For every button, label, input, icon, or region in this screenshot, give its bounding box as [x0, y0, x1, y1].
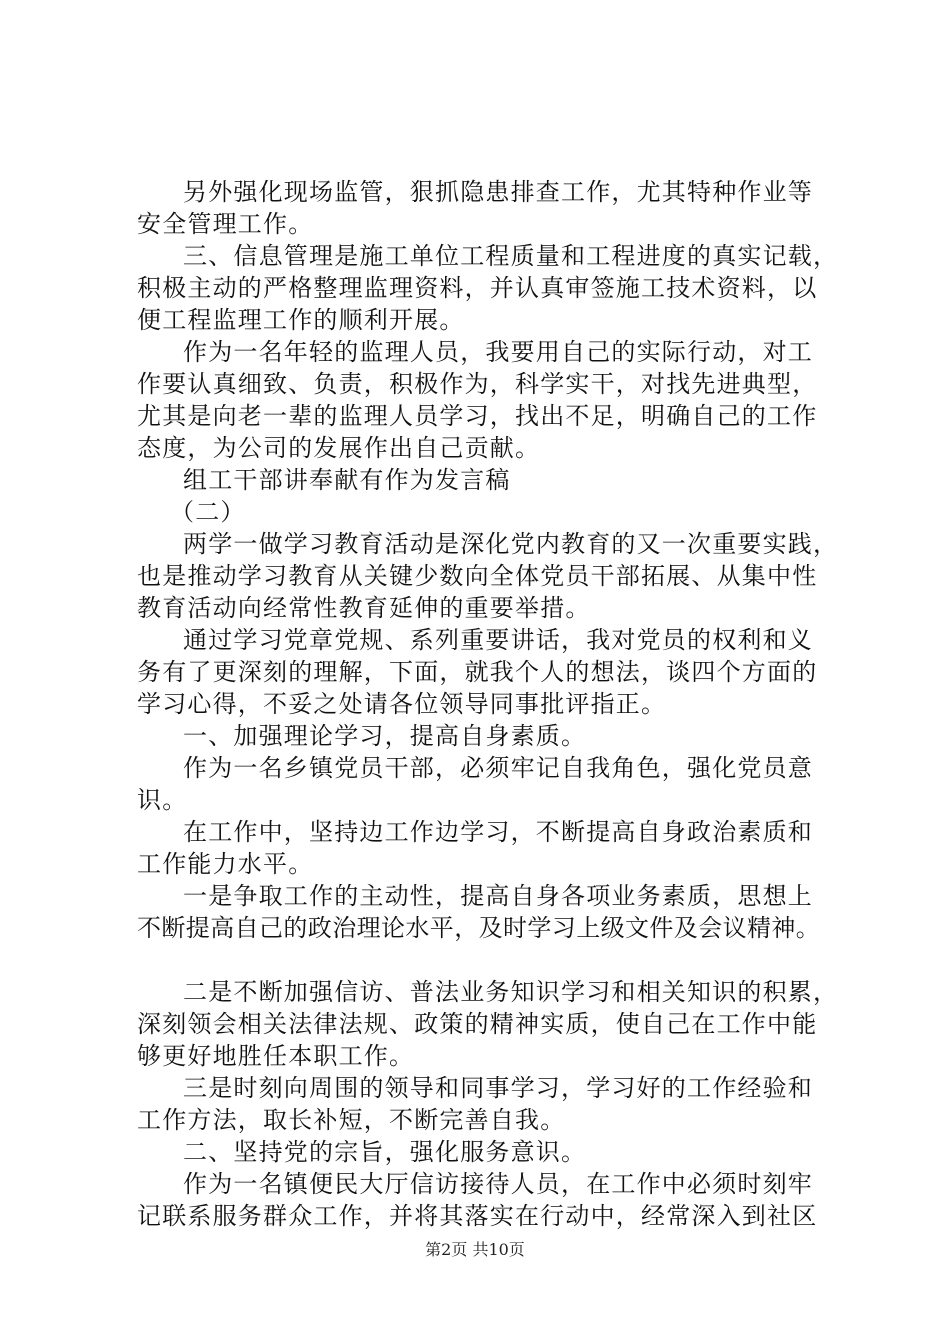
section-number: （二） [170, 498, 246, 526]
body-text-line: 作为一名年轻的监理人员，我要用自己的实际行动，对工 [183, 338, 813, 366]
body-text-line: 通过学习党章党规、系列重要讲话，我对党员的权利和义 [183, 626, 813, 654]
subheading-line: 一、加强理论学习，提高自身素质。 [183, 722, 587, 750]
body-text-line: 安全管理工作。 [137, 210, 314, 238]
page-footer: 第2页 共10页 [425, 1240, 525, 1259]
body-text-line: 二是不断加强信访、普法业务知识学习和相关知识的积累， [183, 978, 839, 1006]
body-text-line: 学习心得，不妥之处请各位领导同事批评指正。 [137, 690, 667, 718]
body-text-line: 作为一名乡镇党员干部，必须牢记自我角色，强化党员意 [183, 754, 813, 782]
body-text-line: 也是推动学习教育从关键少数向全体党员干部拓展、从集中性 [137, 562, 818, 590]
body-text-line: 深刻领会相关法律法规、政策的精神实质，使自己在工作中能 [137, 1010, 818, 1038]
body-text-line: 三是时刻向周围的领导和同事学习，学习好的工作经验和 [183, 1074, 813, 1102]
body-text-line: 作为一名镇便民大厅信访接待人员，在工作中必须时刻牢 [183, 1170, 813, 1198]
body-text-line: 三、信息管理是施工单位工程质量和工程进度的真实记载， [183, 242, 839, 270]
section-heading: 组工干部讲奉献有作为发言稿 [183, 466, 511, 494]
body-text-line: 不断提高自己的政治理论水平，及时学习上级文件及会议精神。 [137, 914, 821, 942]
body-text-line: 工作方法，取长补短，不断完善自我。 [137, 1106, 566, 1134]
body-text-line: 另外强化现场监管，狠抓隐患排查工作，尤其特种作业等 [183, 178, 813, 206]
body-text-line: 教育活动向经常性教育延伸的重要举措。 [137, 594, 591, 622]
body-text-line: 工作能力水平。 [137, 850, 314, 878]
subheading-line: 二、坚持党的宗旨，强化服务意识。 [183, 1138, 587, 1166]
body-text-line: 两学一做学习教育活动是深化党内教育的又一次重要实践， [183, 530, 839, 558]
body-text-line: 积极主动的严格整理监理资料，并认真审签施工技术资料，以 [137, 274, 818, 302]
body-text-line: 一是争取工作的主动性，提高自身各项业务素质，思想上 [183, 882, 813, 910]
body-text-line: 尤其是向老一辈的监理人员学习，找出不足，明确自己的工作 [137, 402, 818, 430]
body-text-line: 务有了更深刻的理解，下面，就我个人的想法，谈四个方面的 [137, 658, 818, 686]
body-text-line: 识。 [137, 786, 188, 814]
body-text-line: 便工程监理工作的顺利开展。 [137, 306, 465, 334]
body-text-line: 在工作中，坚持边工作边学习，不断提高自身政治素质和 [183, 818, 813, 846]
body-text-line: 作要认真细致、负责，积极作为，科学实干，对找先进典型， [137, 370, 818, 398]
body-text-line: 够更好地胜任本职工作。 [137, 1042, 415, 1070]
body-text-line: 记联系服务群众工作，并将其落实在行动中，经常深入到社区 [137, 1202, 818, 1230]
body-text-line: 态度，为公司的发展作出自己贡献。 [137, 434, 541, 462]
